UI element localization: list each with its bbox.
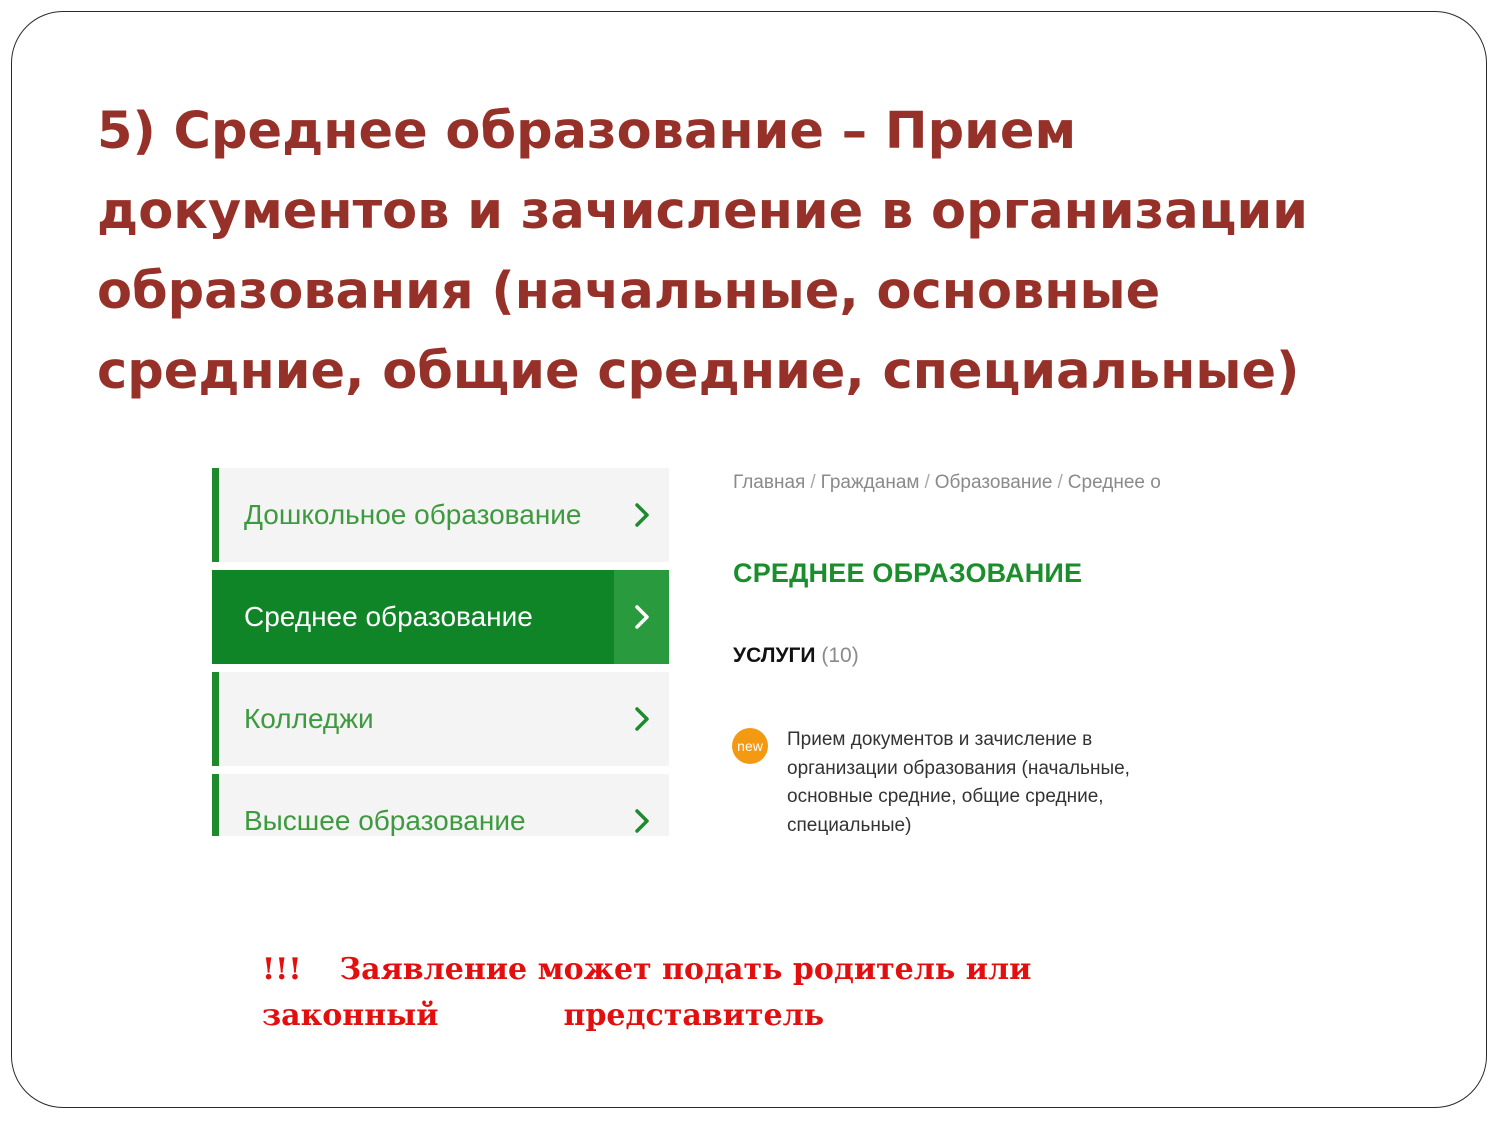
service-link[interactable]: Прием документов и зачисление в организации образования (начальные, основные средние, общие средние, специальные) bbox=[787, 729, 1130, 836]
note-line-1 bbox=[262, 947, 1031, 993]
slide-title: 5) Среднее образование – Прием документов и зачисление в организации образования (начальные, основные средние, общие средние, специальные) bbox=[97, 102, 1308, 401]
sidebar-item-label: Дошкольное образование bbox=[244, 499, 582, 530]
note-marks: !!! bbox=[262, 952, 302, 987]
services-count: (10) bbox=[821, 644, 859, 667]
breadcrumb-separator: / bbox=[924, 472, 930, 493]
services-header bbox=[733, 644, 859, 668]
page-title: СРЕДНЕЕ ОБРАЗОВАНИЕ bbox=[733, 558, 1083, 588]
sidebar-item-preschool[interactable] bbox=[212, 468, 669, 562]
sidebar-item-secondary[interactable] bbox=[212, 570, 669, 664]
breadcrumb-link-citizens[interactable]: Гражданам bbox=[820, 472, 920, 493]
note-line-1-text: Заявление может подать родитель или bbox=[339, 952, 1032, 987]
sidebar-item-higher[interactable] bbox=[212, 774, 669, 836]
sidebar-menu bbox=[212, 468, 669, 836]
content-panel bbox=[732, 464, 1202, 836]
chevron-right-icon bbox=[614, 468, 669, 562]
breadcrumb-separator: / bbox=[810, 472, 816, 493]
note-line-2b: представитель bbox=[563, 998, 825, 1033]
chevron-right-icon bbox=[614, 672, 669, 766]
sidebar-item-label: Среднее образование bbox=[244, 601, 533, 632]
breadcrumb bbox=[733, 472, 1161, 494]
new-badge: new bbox=[732, 728, 768, 764]
chevron-right-icon bbox=[614, 570, 669, 664]
embedded-screenshot bbox=[212, 464, 1202, 836]
breadcrumb-current: Среднее о bbox=[1067, 472, 1161, 493]
note-text bbox=[262, 947, 1031, 1039]
sidebar-item-label: Высшее образование bbox=[244, 805, 526, 836]
services-label: УСЛУГИ bbox=[733, 644, 816, 667]
chevron-right-icon bbox=[614, 774, 669, 836]
breadcrumb-separator: / bbox=[1057, 472, 1063, 493]
breadcrumb-link-home[interactable]: Главная bbox=[733, 472, 806, 493]
note-line-2a: законный bbox=[262, 998, 439, 1033]
sidebar-item-label: Колледжи bbox=[244, 703, 374, 734]
note-line-2 bbox=[262, 993, 1031, 1039]
sidebar-item-colleges[interactable] bbox=[212, 672, 669, 766]
breadcrumb-link-education[interactable]: Образование bbox=[934, 472, 1053, 493]
